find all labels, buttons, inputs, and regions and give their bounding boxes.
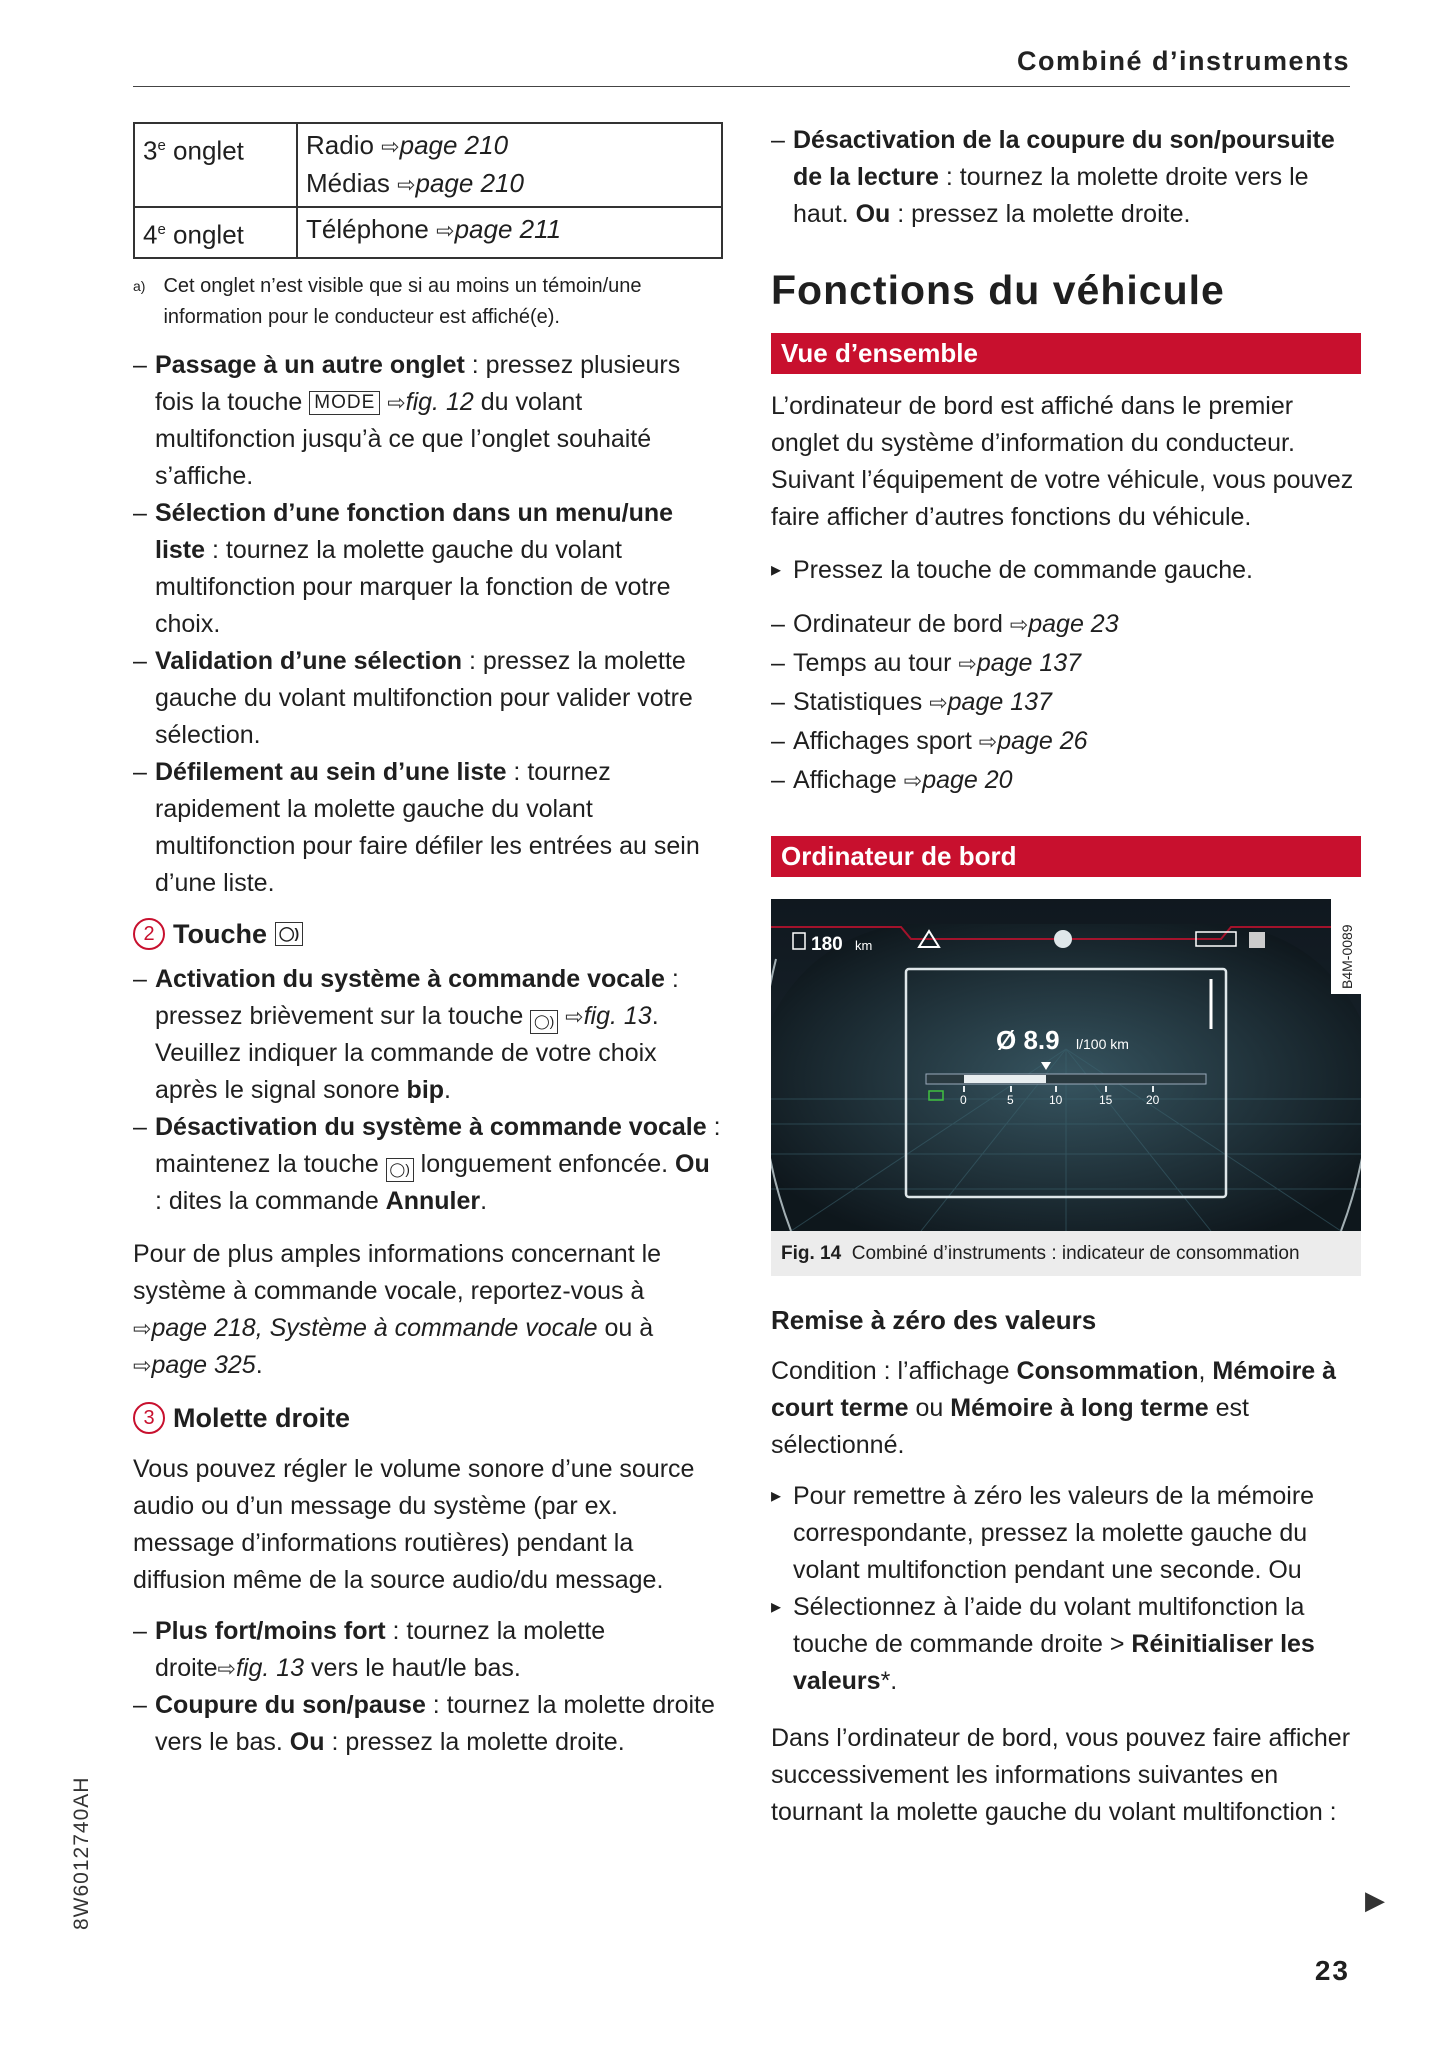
voice-info-paragraph: Pour de plus amples informations concernant le système à commande vocale, reportez-vous à ⇨page 218, Système à commande vocale ou à ⇨page 325. (133, 1239, 662, 1379)
range-value: 180 (811, 934, 843, 955)
section-title: Fonctions du véhicule (771, 267, 1225, 313)
list-item: – Sélection d’une fonction dans un menu/une liste : tournez la molette gauche du volant multifonction pour marquer la fonction de votre choix. (133, 495, 723, 643)
footnote (133, 271, 723, 333)
list-item: – Coupure du son/pause : tournez la molette droite vers le bas. Ou : pressez la molette droite. (133, 1687, 723, 1761)
arrow-icon: ⇨ (958, 651, 977, 676)
cluster-figure (771, 899, 1361, 1231)
footnote-mark: a) (133, 277, 146, 294)
list-item: – Ordinateur de bord ⇨page 23 (771, 605, 1361, 644)
action-item: ▸ Sélectionnez à l’aide du volant multifonction la touche de commande droite > Réinitialiser les valeurs*. (771, 1589, 1361, 1700)
trip-info-paragraph: Dans l’ordinateur de bord, vous pouvez faire afficher successivement les informations suivantes en tournant la molette gauche du volant multifonction : (771, 1724, 1351, 1826)
list-item: – Plus fort/moins fort : tournez la molette droite⇨fig. 13 vers le haut/le bas. (133, 1613, 723, 1687)
mute-list (771, 122, 1361, 233)
arrow-icon: ⇨ (387, 389, 406, 415)
arrow-icon: ⇨ (381, 134, 400, 159)
tab-content-cell: Radio ⇨page 210 Médias ⇨page 210 (297, 123, 722, 207)
trip-computer-bar: Ordinateur de bord (771, 836, 1361, 877)
tab-cell: 3e onglet (134, 123, 297, 207)
mode-key-icon: MODE (309, 391, 380, 415)
voice-key-icon: ◯) (386, 1158, 414, 1182)
range-unit: km (855, 938, 873, 953)
page-number: 23 (1314, 1955, 1350, 1986)
scale-tick-label: 10 (1049, 1093, 1063, 1107)
action-list (771, 552, 1361, 589)
tab-content-cell: Téléphone ⇨page 211 (297, 207, 722, 258)
arrow-icon: ⇨ (133, 1315, 152, 1341)
voice-list (133, 961, 723, 1220)
table-row (134, 123, 722, 207)
page-link[interactable]: page 137 (976, 649, 1082, 677)
list-item: – Affichages sport ⇨page 26 (771, 722, 1361, 761)
arrow-icon: ⇨ (929, 690, 948, 715)
scale-tick-label: 5 (1007, 1093, 1014, 1107)
volume-paragraph: Vous pouvez régler le volume sonore d’une source audio ou d’un message du système (par ex. message d’informations routières) pendant la diffusion même de la source audio/du message. (133, 1454, 695, 1594)
overview-bar: Vue d’ensemble (771, 333, 1361, 374)
arrow-icon: ⇨ (903, 768, 923, 793)
consumption-unit: l/100 km (1076, 1036, 1129, 1052)
figure-caption: Fig. 14 Combiné d’instruments : indicateur de consommation (771, 1231, 1361, 1276)
instruction-list (133, 347, 723, 902)
footnote-text: Cet onglet n’est visible que si au moins un témoin/une information pour le conducteur est affiché(e). (163, 274, 642, 328)
scale-tick-label: 0 (960, 1093, 967, 1107)
figure-link[interactable]: fig. 13 (583, 1001, 652, 1030)
page-link[interactable]: page 211 (454, 214, 562, 244)
section-heading-2: 2 Touche ◯) (133, 916, 723, 953)
voice-key-icon: ◯) (275, 922, 303, 946)
list-item: – Passage à un autre onglet : pressez plusieurs fois la touche MODE ⇨fig. 12 du volant multifonction jusqu’à ce que l’onglet souhaité s’affiche. (133, 347, 723, 495)
table-row (134, 207, 722, 258)
page-link[interactable]: page 210 (415, 168, 524, 198)
reset-actions (771, 1478, 1361, 1700)
figure-code: B4M-0089 (1339, 924, 1355, 989)
page-link[interactable]: page 210 (399, 130, 509, 160)
consumption-value: Ø 8.9 (996, 1025, 1060, 1055)
header-rule (133, 86, 1350, 87)
function-links-list (771, 605, 1361, 800)
condition-paragraph: Condition : l’affichage Consommation, Mémoire à court terme ou Mémoire à long terme est sélectionné. (771, 1357, 1337, 1459)
list-item: – Temps au tour ⇨page 137 (771, 644, 1361, 683)
document-code: 8W6012740AH (70, 1776, 93, 1930)
running-header: Combiné d’instruments (1016, 46, 1350, 76)
arrow-icon: ⇨ (1009, 612, 1029, 637)
list-item: – Validation d’une sélection : pressez la molette gauche du volant multifonction pour valider votre sélection. (133, 643, 723, 754)
arrow-icon: ⇨ (978, 729, 998, 754)
page-link[interactable]: page 325 (151, 1350, 256, 1379)
arrow-icon: ⇨ (436, 218, 455, 243)
arrow-icon: ⇨ (217, 1655, 236, 1681)
arrow-icon: ⇨ (133, 1352, 152, 1378)
number-badge: 3 (133, 1402, 165, 1434)
nav-icon (1249, 932, 1265, 948)
figure-link[interactable]: fig. 13 (235, 1653, 305, 1682)
reset-heading: Remise à zéro des valeurs (771, 1305, 1097, 1335)
overview-paragraph: L’ordinateur de bord est affiché dans le premier onglet du système d’information du conducteur. Suivant l’équipement de votre véhicule, vous pouvez faire afficher d’autres fonctions du véhicule. (771, 392, 1354, 531)
list-item: – Désactivation du système à commande vocale : maintenez la touche ◯) longuement enfoncée. Ou : dites la commande Annuler. (133, 1109, 723, 1220)
action-item: ▸ Pour remettre à zéro les valeurs de la mémoire correspondante, pressez la molette gauche du volant multifonction pendant une seconde. Ou (771, 1478, 1361, 1589)
arrow-icon: ⇨ (565, 1003, 584, 1029)
section-heading-3: 3 Molette droite (133, 1400, 723, 1437)
cluster-illustration (771, 899, 1361, 1231)
scale-tick-label: 15 (1099, 1093, 1113, 1107)
arrow-icon: ⇨ (397, 172, 416, 197)
scale-tick-label: 20 (1146, 1093, 1160, 1107)
list-item: – Désactivation de la coupure du son/poursuite de la lecture : tournez la molette droite vers le haut. Ou : pressez la molette droite. (771, 122, 1361, 233)
figure-link[interactable]: fig. 12 (405, 387, 474, 416)
number-badge: 2 (133, 918, 165, 950)
list-item: – Statistiques ⇨page 137 (771, 683, 1361, 722)
wheel-icon (1054, 930, 1072, 948)
page-link[interactable]: page 26 (997, 727, 1088, 755)
tab-table (133, 122, 723, 259)
list-item: – Affichage ⇨page 20 (771, 761, 1361, 800)
volume-list (133, 1613, 723, 1761)
voice-key-icon: ◯) (530, 1010, 558, 1034)
page-link[interactable]: page 218, Système à commande vocale (151, 1313, 598, 1342)
tab-cell: 4e onglet (134, 207, 297, 258)
page-link[interactable]: page 137 (947, 688, 1052, 716)
list-item: – Défilement au sein d’une liste : tournez rapidement la molette gauche du volant multifonction pour faire défiler les entrées au sein d’une liste. (133, 754, 723, 902)
page-link[interactable]: page 23 (1028, 610, 1119, 638)
action-item: ▸ Pressez la touche de commande gauche. (771, 552, 1361, 589)
next-page-icon: ▶ (1365, 1885, 1385, 1915)
right-column (771, 122, 1361, 1831)
list-item: – Activation du système à commande vocale : pressez brièvement sur la touche ◯) ⇨fig. 13. Veuillez indiquer la commande de votre choix après le signal sonore bip. (133, 961, 723, 1109)
page-link[interactable]: page 20 (922, 766, 1013, 794)
left-column (133, 122, 723, 1761)
